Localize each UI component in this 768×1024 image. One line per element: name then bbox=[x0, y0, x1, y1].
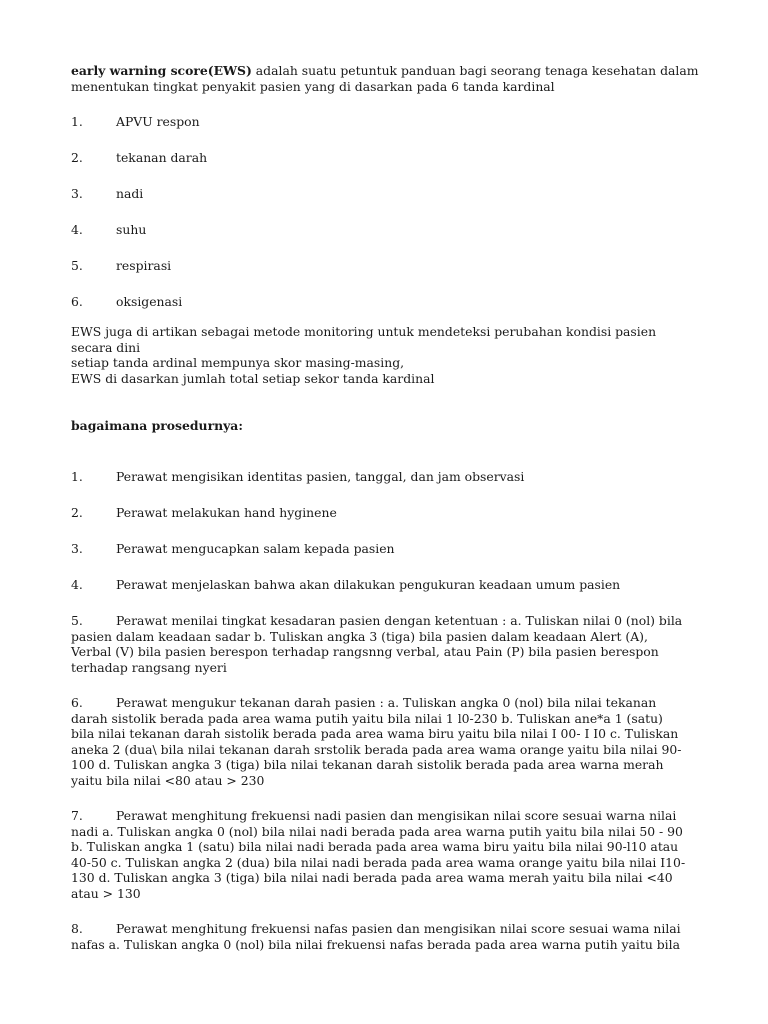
intro-term: early warning score(EWS) bbox=[71, 63, 252, 78]
intro-text: adalah suatu petuntuk panduan bagi seorang tenaga kesehatan dalam menentukan tingkat penyakit pasien yang di dasarkan pada 6 tanda kardinal bbox=[71, 63, 699, 94]
step-6: 6. Perawat mengukur tekanan darah pasien : a. Tuliskan angka 0 (nol) bila nilai tekanan darah sistolik berada pada area wama putih yaitu bila nilai 1 l0-230 b. Tuliskan ane*a 1 (satu) bila nilai tekanan darah sistolik berada pada area wama biru yaitu bila nilai I 00- I I0 c. Tuliskan aneka 2 (dua\ bila nilai tekanan darah srstolik berada pada area wama orange yaitu bila nilai 90- 100 d. Tuliskan angka 3 (tiga) bila nilai tekanan darah sistolik berada pada area warna merah yaitu bila nilai <80 atau > 230 bbox=[71, 695, 682, 788]
step-5: 5. Perawat menilai tingkat kesadaran pasien dengan ketentuan : a. Tuliskan nilai 0 (nol) bila pasien dalam keadaan sadar b. Tuliskan angka 3 (tiga) bila pasien dalam keadaan Alert (A), Verbal (V) bila pasien berespon terhadap rangsnng verbal, atau Pain (P) bila pasien berespon terhadap rangsang nyeri bbox=[71, 613, 683, 675]
step-7: 7. Perawat menghitung frekuensi nadi pasien dan mengisikan nilai score sesuai warna nilai nadi a. Tuliskan angka 0 (nol) bila nilai nadi berada pada area warna putih yaitu bila nilai 50 - 90 b. Tuliskan angka 1 (satu) bila nilai nadi berada pada area wama biru yaitu bila nilai 90-l10 atau 40-50 c. Tuliskan angka 2 (dua) bila nilai nadi berada pada area wama orange yaitu bila nilai I10- 130 d. Tuliskan angka 3 (tiga) bila nilai nadi berada pada area wama merah yaitu bila nilai <40 atau > 130 bbox=[71, 808, 686, 901]
ews-line: EWS di dasarkan jumlah total setiap sekor tanda kardinal bbox=[71, 370, 435, 386]
ews-line: secara dini bbox=[71, 339, 141, 355]
ews-line: setiap tanda ardinal mempunya skor masing-masing, bbox=[71, 355, 405, 371]
document-page: early warning score(EWS) adalah suatu petuntuk panduan bagi seorang tenaga kesehatan dalam menentukan tingkat penyakit pasien yang di dasarkan pada 6 tanda kardinal 1. APVU respon 2. tekanan darah 3. nadi 4. suhu 5. respirasi 6. oksigenasi EWS juga di artikan sebagai metode monitoring untuk mendeteksi perubahan kondisi pasien secara dini setiap tanda ardinal mempunya skor masing-masing, EWS di dasarkan jumlah total setiap sekor tanda kardinal bagaimana prosedurnya: 1. Perawat mengisikan identitas pasien, tanggal, dan jam observasi 2. Perawat melakukan hand hyginene 3. Perawat mengucapkan salam kepada pasien 4. Perawat menjelaskan bahwa akan dilakukan pengukuran keadaan umum pasien 5. Perawat menilai tingkat kesadaran pasien dengan ketentuan : a. Tuliskan nilai 0 (nol) bila pasien dalam keadaan sadar b. Tuliskan angka 3 (tiga) bila pasien dalam keadaan Alert (A), Verbal (V) bila pasien berespon terhadap rangsnng verbal, atau Pain (P) bila pasien berespon terhadap rangsang nyeri 6. Perawat mengukur tekanan darah pasien : a. Tuliskan angka 0 (nol) bila nilai tekanan darah sistolik berada pada area wama putih yaitu bila nilai 1 l0-230 b. Tuliskan ane*a 1 (satu) bila nilai tekanan darah sistolik berada pada area wama biru yaitu bila nilai I 00- I I0 c. Tuliskan aneka 2 (dua\ bila nilai tekanan darah srstolik berada pada area wama orange yaitu bila nilai 90- 100 d. Tuliskan angka 3 (tiga) bila nilai tekanan darah sistolik berada pada area warna merah yaitu bila nilai <80 atau > 230 7. Perawat menghitung frekuensi nadi pasien dan mengisikan nilai score sesuai warna nilai nadi a. Tuliskan angka 0 (nol) bila nilai nadi berada pada area warna putih yaitu bila nilai 50 - 90 b. Tuliskan angka 1 (satu) bila nilai nadi berada pada area wama biru yaitu bila nilai 90-l10 atau 40-50 c. Tuliskan angka 2 (dua) bila nilai nadi berada pada area wama orange yaitu bila nilai I10- 130 d. Tuliskan angka 3 (tiga) bila nilai nadi berada pada area wama merah yaitu bila nilai <40 atau > 130 8. Perawat menghitung frekuensi nafas pasien dan mengisikan nilai score sesuai wama nilai nafas a. Tuliskan angka 0 (nol) bila nilai frekuensi nafas berada pada area warna putih yaitu bila bbox=[71, 63, 699, 952]
intro-paragraph bbox=[71, 63, 699, 94]
procedure-heading: bagaimana prosedurnya: bbox=[71, 418, 243, 433]
ews-description bbox=[71, 324, 699, 386]
ews-line: EWS juga di artikan sebagai metode monitoring untuk mendeteksi perubahan kondisi pasien bbox=[71, 324, 657, 339]
step-8: 8. Perawat menghitung frekuensi nafas pasien dan mengisikan nilai score sesuai wama nilai nafas a. Tuliskan angka 0 (nol) bila nilai frekuensi nafas berada pada area warna putih yaitu bila bbox=[71, 921, 681, 952]
